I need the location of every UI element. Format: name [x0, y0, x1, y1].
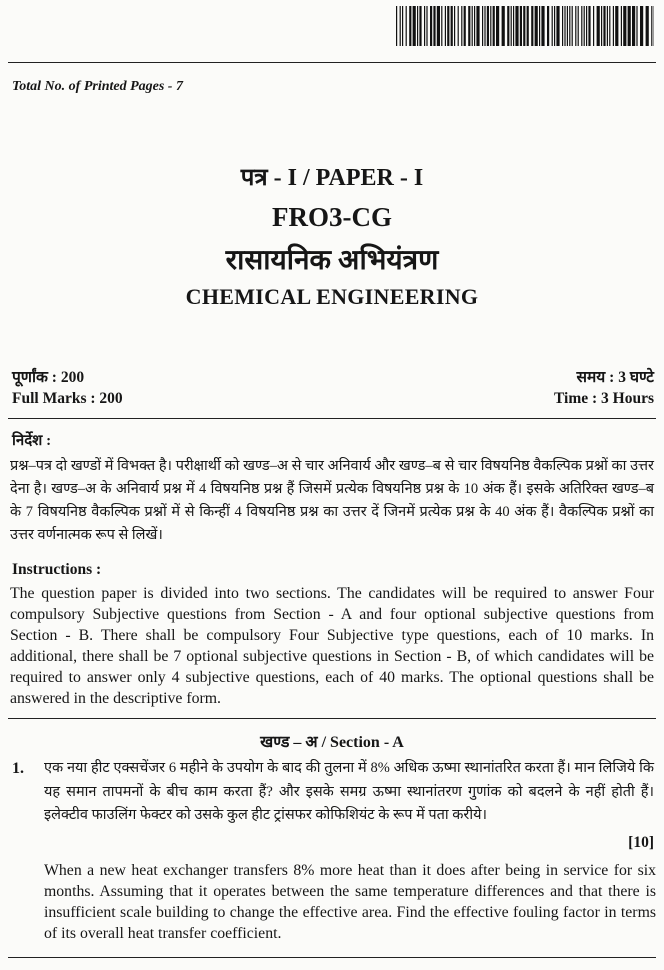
instructions-heading: Instructions :	[12, 561, 102, 578]
full-marks-hindi: पूर्णांक : 200	[12, 369, 85, 386]
printed-pages-note: Total No. of Printed Pages - 7	[12, 79, 183, 94]
section-rule	[8, 718, 656, 719]
directions-heading: निर्देश :	[12, 433, 52, 449]
question-text-hindi: एक नया हीट एक्सचेंजर 6 महीने के उपयोग के बाद की तुलना में 8% अधिक ऊष्मा स्थानांतरित करता हैं। मान लिजिये कि यह समान तापमनों के बीच काम करता हैं? और इसके समग्र ऊष्मा स्थानांतरण गुणांक को बदलने के नहीं होती हैं। इलेक्टीव फाउलिंग फेक्टर को उसके कुल हीट ट्रांसफर कोफिशियंट के रूप में पता करीये।	[44, 760, 654, 823]
meta-rule	[8, 418, 656, 419]
instructions-text: The question paper is divided into two sections. The candidates will be required to answer Four compulsory Subjective questions from Section - A and four optional subjective questions from Section - B. There shall be compulsory Four Subjective type questions, each of 10 marks. In additional, there shall be 7 optional subjective questions in Section - B, of which candidates will be required to answer only 4 subjective questions, each of 40 marks. The optional questions shall be answered in the descriptive form.	[10, 585, 654, 707]
barcode-image	[396, 6, 654, 46]
paper-title: पत्र - I / PAPER - I	[240, 165, 424, 191]
question-number: 1.	[12, 760, 24, 777]
directions-text: प्रश्न–पत्र दो खण्डों में विभक्त है। परीक्षार्थी को खण्ड–अ से चार अनिवार्य और खण्ड–ब से चार विषयनिष्ठ वैकल्पिक प्रश्नों का उत्तर देना है। खण्ड–अ के अनिवार्य प्रश्न में 4 विषयनिष्ठ प्रश्न हैं जिसमें प्रत्येक विषयनिष्ठ प्रश्न के 10 अंक हैं। इसके अतिरिक्त खण्ड–ब के 7 विषयनिष्ठ वैकल्पिक प्रश्नों में से किन्हीं 4 विषयनिष्ठ प्रश्न का उत्तर दें जिनमें प्रत्येक प्रश्न के 40 अंक हैं। वैकल्पिक प्रश्नों का उत्तर वर्णनात्मक रूप से लिखें।	[10, 458, 654, 543]
top-rule	[8, 62, 656, 63]
time-english: Time : 3 Hours	[553, 390, 654, 407]
full-marks-english: Full Marks : 200	[12, 390, 123, 407]
subject-title-hindi: रासायनिक अभियंत्रण	[225, 245, 439, 276]
paper-code: FRO3-CG	[272, 202, 392, 232]
subject-title-english: CHEMICAL ENGINEERING	[185, 284, 479, 309]
question-text-english: When a new heat exchanger transfers 8% more heat than it does after being in service for six months. Assuming that it operates between the same temperature differences and that there is insufficient scale building to change the effective area. Find the effective fouling factor in terms of its overall heat transfer coefficient.	[44, 862, 656, 942]
question-marks: [10]	[628, 834, 654, 851]
section-heading: खण्ड – अ / Section - A	[260, 734, 404, 751]
time-hindi: समय : 3 घण्टे	[576, 369, 654, 386]
bottom-rule	[8, 957, 656, 958]
